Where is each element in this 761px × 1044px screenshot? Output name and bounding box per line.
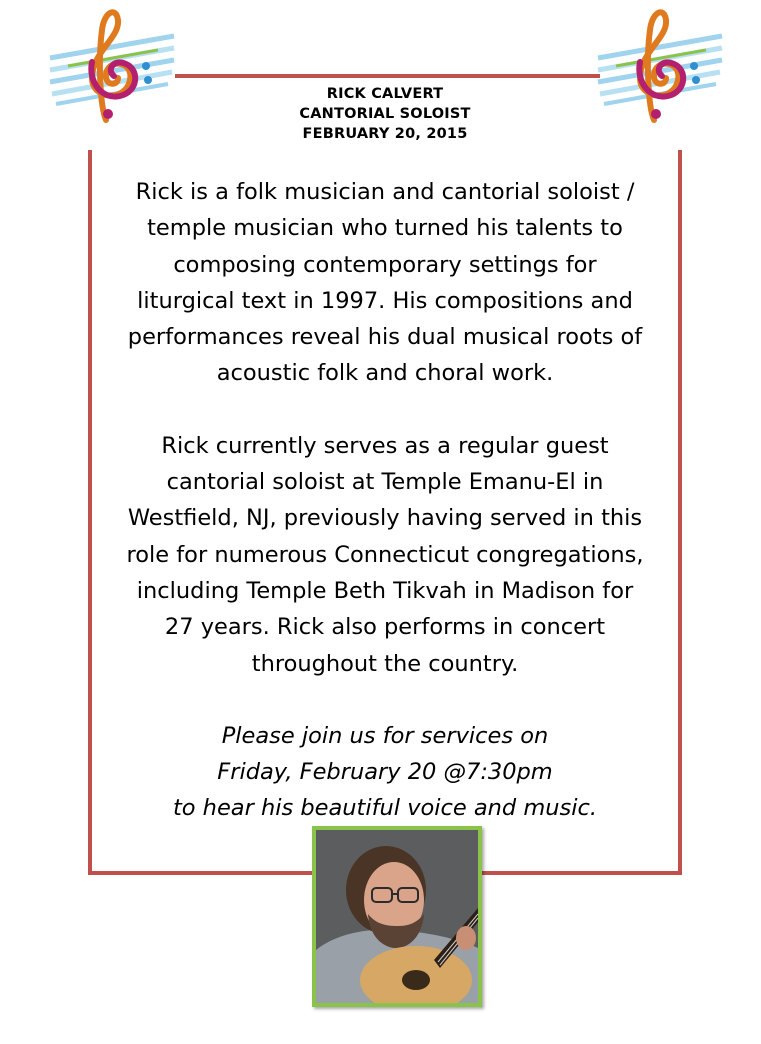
bio-line: Rick is a folk musician and cantorial soloist /: [135, 179, 635, 205]
service-line: Westfield, NJ, previously having served in this: [127, 505, 643, 532]
service-line: 27 years. Rick also performs in concert: [164, 614, 606, 641]
music-clef-icon: [48, 0, 178, 128]
frame-bottom-border-right: [476, 871, 682, 875]
frame-top-border: [175, 74, 600, 78]
bio-line: temple musician who turned his talents to: [147, 215, 623, 242]
service-line: throughout the country.: [251, 650, 519, 677]
service-line: cantorial soloist at Temple Emanu-El in: [166, 469, 604, 496]
invitation-line: Friday, February 20 @7:30pm: [217, 759, 553, 786]
frame-left-border: [88, 150, 92, 874]
performer-photo: [312, 826, 482, 1007]
bio-line: liturgical text in 1997. His compositions and: [137, 287, 633, 314]
invitation-line: to hear his beautiful voice and music.: [172, 795, 598, 822]
invitation-paragraph: [96, 718, 674, 827]
service-paragraph: [96, 428, 674, 682]
performer-name: RICK CALVERT: [326, 86, 444, 102]
event-date: FEBRUARY 20, 2015: [302, 126, 468, 142]
service-line: role for numerous Connecticut congregations,: [126, 541, 644, 568]
frame-bottom-border-left: [88, 871, 314, 875]
frame-right-border: [678, 150, 682, 874]
bio-line: composing contemporary settings for: [173, 251, 597, 278]
bio-paragraph: [96, 174, 674, 392]
flyer-body: [96, 174, 674, 827]
bio-line: acoustic folk and choral work.: [216, 360, 554, 387]
service-line: Rick currently serves as a regular guest: [161, 432, 609, 459]
bio-line: performances reveal his dual musical roots of: [127, 324, 643, 351]
portrait-image: [316, 830, 478, 1003]
performer-role: CANTORIAL SOLOIST: [299, 106, 471, 122]
invitation-line: Please join us for services on: [221, 722, 549, 749]
service-line: including Temple Beth Tikvah in Madison for: [136, 577, 634, 604]
music-clef-icon: [596, 0, 726, 128]
flyer-header: [200, 84, 570, 144]
